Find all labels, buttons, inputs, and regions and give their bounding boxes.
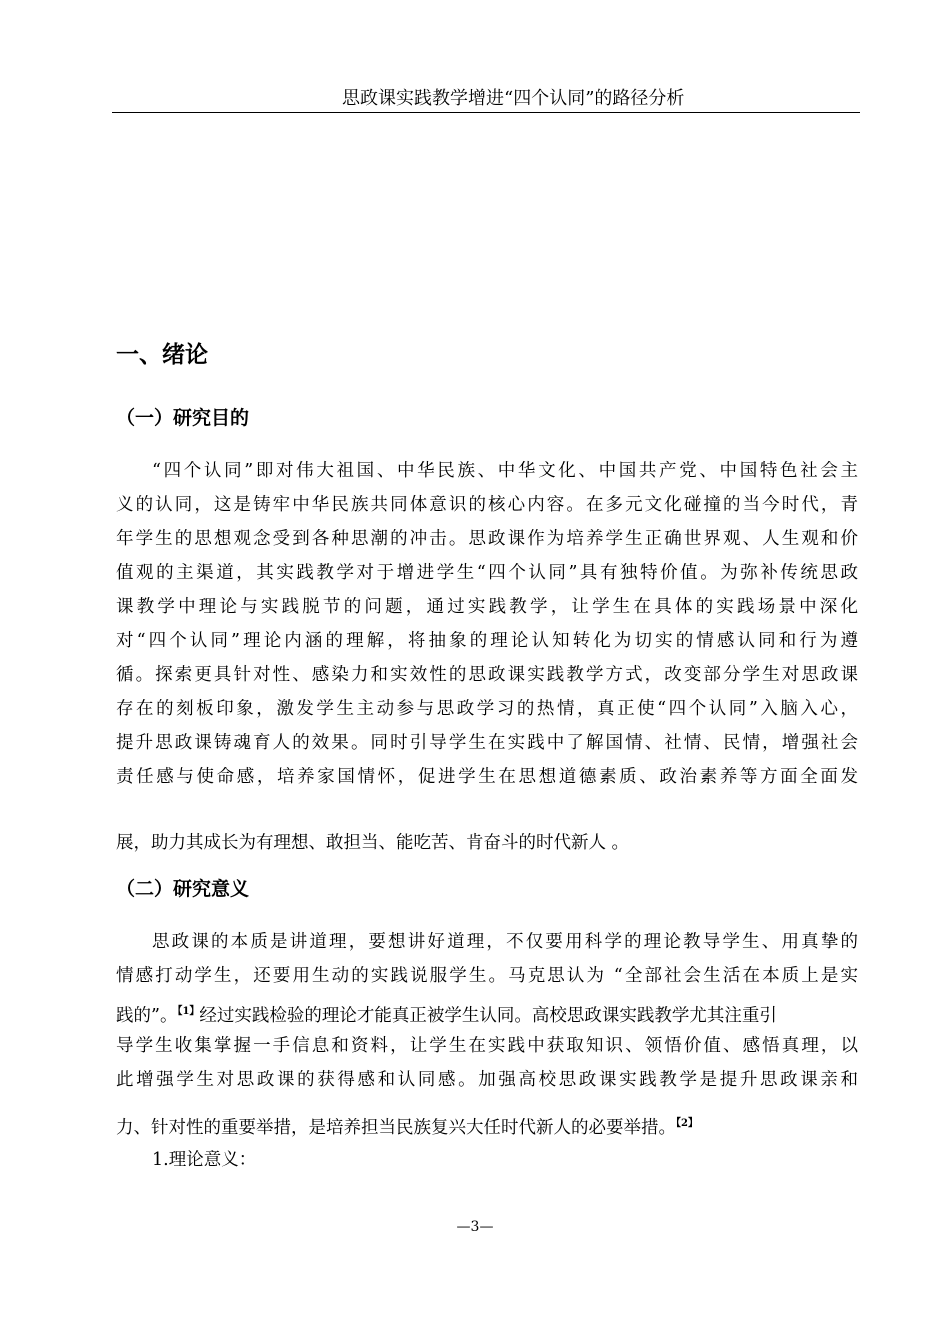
purpose-line: 年学生的思想观念受到各种思潮的冲击。思政课作为培养学生正确世界观、人生观和价 <box>116 529 858 549</box>
purpose-line: 提升思政课铸魂育人的效果。同时引导学生在实践中了解国情、社情、民情，增强社会 <box>116 733 858 753</box>
significance-line: 思政课的本质是讲道理，要想讲好道理，不仅要用科学的理论教导学生、用真挚的 <box>152 932 858 952</box>
purpose-line: 责任感与使命感，培养家国情怀，促进学生在思想道德素质、政治素养等方面全面发 <box>116 767 858 787</box>
purpose-line: 存在的刻板印象，激发学生主动参与思政学习的热情，真正使“四个认同”入脑入心， <box>116 699 858 719</box>
citation-marker-1: 【1】 <box>177 1006 200 1017</box>
subsection-heading-purpose: （一）研究目的 <box>116 407 250 429</box>
citation-marker-2: 【2】 <box>676 1118 698 1129</box>
subsection-heading-significance: （二）研究意义 <box>116 878 250 900</box>
significance-text: 力、针对性的重要举措，是培养担当民族复兴大任时代新人的必要举措。 <box>116 1118 676 1138</box>
significance-line-with-citation <box>116 1000 777 1028</box>
significance-line: 情感打动学生，还要用生动的实践说服学生。马克思认为 “全部社会生活在本质上是实 <box>116 966 858 986</box>
significance-line: 此增强学生对思政课的获得感和认同感。加强高校思政课实践教学是提升思政课亲和 <box>116 1070 858 1090</box>
running-header <box>112 88 860 113</box>
purpose-line: “四个认同”即对伟大祖国、中华民族、中华文化、中国共产党、中国特色社会主 <box>152 461 858 481</box>
significance-line: 导学生收集掌握一手信息和资料，让学生在实践中获取知识、领悟价值、感悟真理，以 <box>116 1036 858 1056</box>
purpose-line: 值观的主渠道，其实践教学对于增进学生“四个认同”具有独特价值。为弥补传统思政 <box>116 563 858 583</box>
purpose-line: 课教学中理论与实践脱节的问题，通过实践教学，让学生在具体的实践场景中深化 <box>116 597 858 617</box>
significance-text: 经过实践检验的理论才能真正被学生认同。高校思政课实践教学尤其注重引 <box>199 1006 777 1026</box>
section-heading-introduction: 一、绪论 <box>116 342 208 368</box>
significance-line-with-citation <box>116 1112 698 1140</box>
running-header-title: 思政课实践教学增进“四个认同”的路径分析 <box>342 88 685 109</box>
purpose-line: 义的认同，这是铸牢中华民族共同体意识的核心内容。在多元文化碰撞的当今时代，青 <box>116 495 858 515</box>
purpose-line: 展，助力其成长为有理想、敢担当、能吃苦、肯奋斗的时代新人 。 <box>116 833 630 853</box>
list-item-theoretical-significance: 1.理论意义： <box>152 1150 257 1170</box>
significance-text: 践的”。 <box>116 1006 178 1026</box>
purpose-line: 对“四个认同”理论内涵的理解，将抽象的理论认知转化为切实的情感认同和行为遵 <box>116 631 858 651</box>
page-number: —3— <box>456 1219 494 1235</box>
purpose-line: 循。探索更具针对性、感染力和实效性的思政课实践教学方式，改变部分学生对思政课 <box>116 665 858 685</box>
